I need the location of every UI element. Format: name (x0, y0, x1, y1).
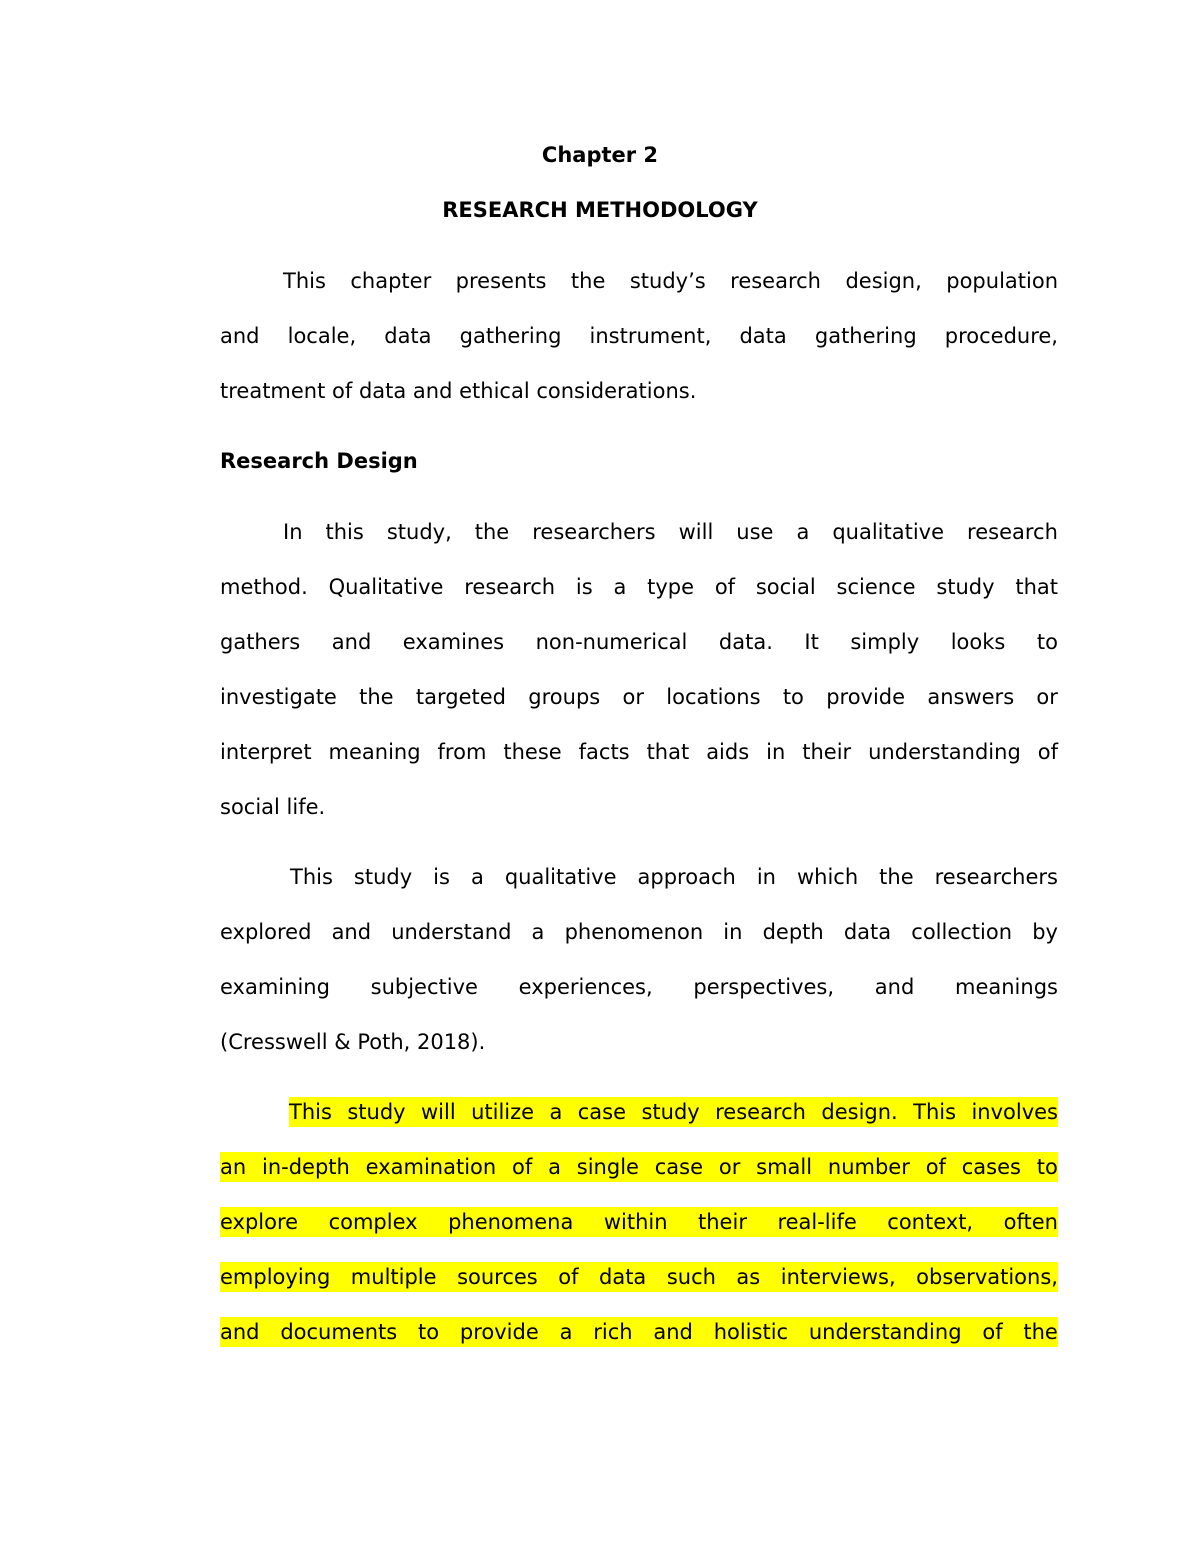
word: the (474, 520, 510, 544)
word: aids (706, 740, 750, 764)
word: or (1036, 685, 1058, 709)
word: population (946, 269, 1058, 293)
paragraph-line-highlighted (220, 1262, 1058, 1317)
word: This (913, 1100, 957, 1124)
word: sources (457, 1265, 538, 1289)
word: real-life (777, 1210, 857, 1234)
word: and (331, 920, 372, 944)
word: often (1003, 1210, 1058, 1234)
word: to (782, 685, 804, 709)
word: collection (911, 920, 1013, 944)
word: data (843, 920, 892, 944)
word: the (359, 685, 394, 709)
word: in (766, 740, 786, 764)
word: interviews, (780, 1265, 896, 1289)
research-design-paragraph-3-highlighted (220, 1097, 1058, 1372)
word: of (714, 575, 736, 599)
paragraph-line-highlighted (220, 1207, 1058, 1262)
word: research (730, 269, 821, 293)
paragraph-line-highlighted (220, 1317, 1058, 1372)
word: groups (528, 685, 601, 709)
word: explored (220, 920, 312, 944)
word: involves (971, 1100, 1058, 1124)
paragraph-line (220, 266, 1058, 321)
word: This (289, 1100, 332, 1124)
word: that (646, 740, 690, 764)
word: complex (328, 1210, 418, 1234)
word: data. (718, 630, 773, 654)
paragraph-line-highlighted (220, 1152, 1058, 1207)
word: phenomena (448, 1210, 574, 1234)
word: experiences, (518, 975, 653, 999)
word: cases (961, 1155, 1021, 1179)
word: interpret (220, 740, 312, 764)
word: science (836, 575, 916, 599)
word: to (418, 1320, 440, 1344)
word: in (723, 920, 743, 944)
word: is (575, 575, 593, 599)
word: that (1015, 575, 1058, 599)
word: to (1036, 630, 1058, 654)
paragraph-line (220, 737, 1058, 792)
word: research (715, 1100, 806, 1124)
word: a (531, 920, 545, 944)
word: such (666, 1265, 716, 1289)
word: investigate (220, 685, 337, 709)
word: data (599, 1265, 647, 1289)
word: provide (826, 685, 906, 709)
word: examination (365, 1155, 497, 1179)
word: a (549, 1100, 563, 1124)
word: type (647, 575, 695, 599)
word: and (331, 630, 372, 654)
word: examining (220, 975, 330, 999)
word: understanding (868, 740, 1021, 764)
word: research (967, 520, 1058, 544)
word: study’s (629, 269, 706, 293)
word: a (613, 575, 627, 599)
word: locations (666, 685, 761, 709)
word: qualitative (504, 865, 617, 889)
section-heading-research-design: Research Design (220, 449, 418, 473)
word: In (283, 520, 303, 544)
word: study (353, 865, 413, 889)
word: the (1023, 1320, 1058, 1344)
word: design. (821, 1100, 898, 1124)
paragraph-line: treatment of data and ethical considerations. (220, 379, 697, 403)
word: within (603, 1210, 668, 1234)
word: gathering (814, 324, 917, 348)
word: will (678, 520, 714, 544)
intro-paragraph (220, 266, 1058, 431)
word: design, (845, 269, 922, 293)
word: to (1036, 1155, 1058, 1179)
word: which (796, 865, 859, 889)
research-design-paragraph-2 (220, 862, 1058, 1082)
word: the (570, 269, 606, 293)
word: looks (950, 630, 1006, 654)
word: qualitative (832, 520, 945, 544)
word: instrument, (589, 324, 712, 348)
word: and (653, 1320, 693, 1344)
paragraph-line (220, 682, 1058, 737)
word: phenomenon (564, 920, 704, 944)
word: answers (927, 685, 1015, 709)
word: context, (887, 1210, 974, 1234)
word: their (802, 740, 852, 764)
word: research (464, 575, 556, 599)
word: gathering (459, 324, 562, 348)
word: in-depth (262, 1155, 350, 1179)
word: This (283, 269, 326, 293)
word: case (577, 1100, 627, 1124)
paragraph-line (220, 917, 1058, 972)
word: chapter (350, 269, 432, 293)
paragraph-line: (Cresswell & Poth, 2018). (220, 1030, 486, 1054)
word: study (936, 575, 995, 599)
word: single (576, 1155, 639, 1179)
word: these (503, 740, 562, 764)
word: study (347, 1100, 406, 1124)
word: in (756, 865, 776, 889)
word: subjective (370, 975, 478, 999)
word: employing (220, 1265, 331, 1289)
paragraph-line (220, 627, 1058, 682)
word: a (559, 1320, 573, 1344)
word: number (827, 1155, 910, 1179)
word: by (1032, 920, 1058, 944)
word: data (739, 324, 787, 348)
word: observations, (916, 1265, 1058, 1289)
word: use (736, 520, 774, 544)
word: a (796, 520, 810, 544)
word: perspectives, (693, 975, 835, 999)
word: will (420, 1100, 456, 1124)
word: of (982, 1320, 1003, 1344)
paragraph-line (220, 972, 1058, 1027)
word: or (718, 1155, 741, 1179)
word: of (1037, 740, 1058, 764)
word: and (220, 1320, 260, 1344)
word: study, (386, 520, 452, 544)
word: understanding (808, 1320, 962, 1344)
word: examines (402, 630, 505, 654)
word: from (437, 740, 487, 764)
word: of (558, 1265, 579, 1289)
word: data (384, 324, 432, 348)
word: meaning (328, 740, 421, 764)
word: or (622, 685, 644, 709)
word: documents (280, 1320, 398, 1344)
paragraph-line (220, 321, 1058, 376)
word: facts (578, 740, 630, 764)
word: the (879, 865, 914, 889)
word: researchers (532, 520, 656, 544)
word: meanings (955, 975, 1058, 999)
paragraph-line: social life. (220, 795, 326, 819)
word: gathers (220, 630, 301, 654)
paragraph-line (220, 517, 1058, 572)
word: utilize (471, 1100, 535, 1124)
word: explore (220, 1210, 299, 1234)
word: small (756, 1155, 813, 1179)
word: depth (762, 920, 824, 944)
paragraph-line (220, 572, 1058, 627)
word: Qualitative (328, 575, 444, 599)
word: this (325, 520, 364, 544)
word: as (736, 1265, 761, 1289)
word: a (548, 1155, 561, 1179)
word: simply (850, 630, 920, 654)
word: It (804, 630, 819, 654)
word: is (433, 865, 450, 889)
word: rich (593, 1320, 633, 1344)
word: and (874, 975, 915, 999)
word: approach (637, 865, 736, 889)
word: study (641, 1100, 700, 1124)
word: and (220, 324, 260, 348)
chapter-title: RESEARCH METHODOLOGY (442, 198, 758, 222)
word: of (925, 1155, 946, 1179)
word: researchers (934, 865, 1058, 889)
word: non-numerical (535, 630, 688, 654)
word: locale, (287, 324, 357, 348)
word: their (698, 1210, 747, 1234)
word: multiple (350, 1265, 437, 1289)
word: targeted (415, 685, 506, 709)
chapter-number: Chapter 2 (541, 143, 659, 167)
word: procedure, (944, 324, 1058, 348)
word: method. (220, 575, 308, 599)
word: understand (391, 920, 512, 944)
word: an (220, 1155, 247, 1179)
paragraph-line-highlighted (220, 1097, 1058, 1152)
word: holistic (713, 1320, 789, 1344)
word: provide (459, 1320, 539, 1344)
word: social (755, 575, 816, 599)
research-design-paragraph-1 (220, 517, 1058, 847)
word: of (512, 1155, 533, 1179)
word: This (290, 865, 333, 889)
word: presents (455, 269, 547, 293)
word: case (654, 1155, 704, 1179)
paragraph-line (220, 862, 1058, 917)
word: a (470, 865, 484, 889)
